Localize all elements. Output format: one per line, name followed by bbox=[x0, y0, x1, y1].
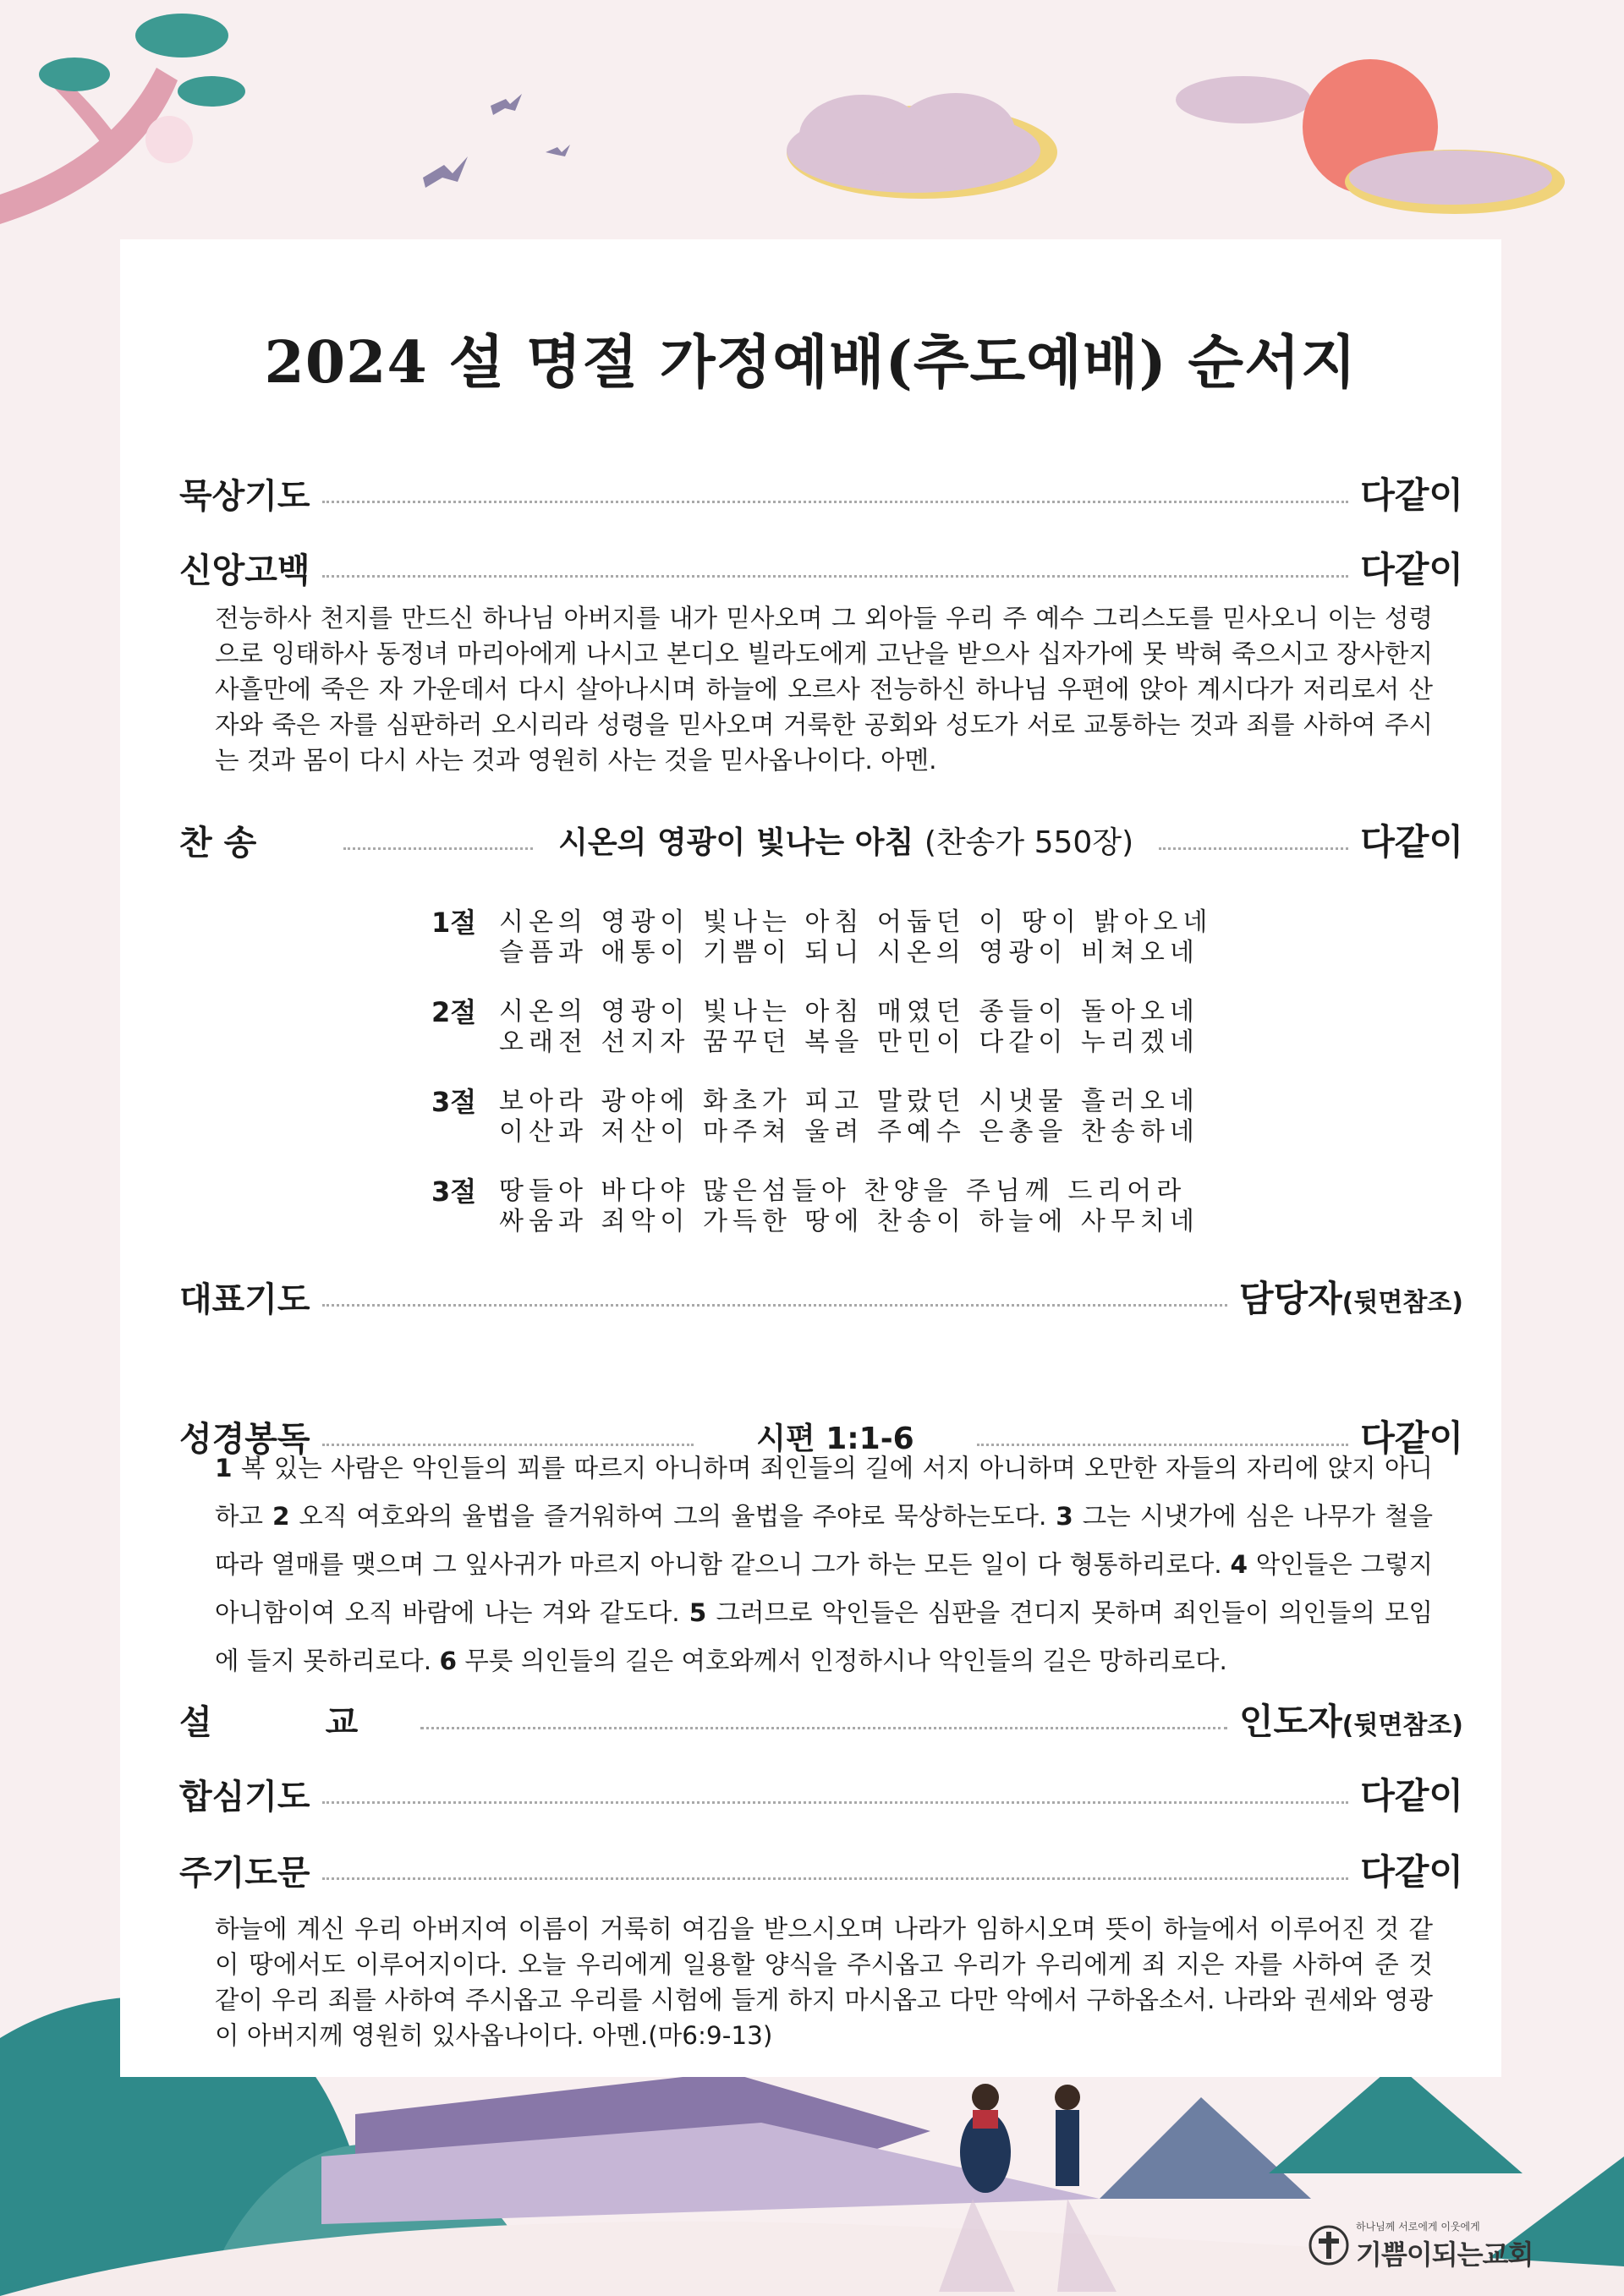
prayer-leader-note: (뒷면참조) bbox=[1341, 1288, 1463, 1318]
dotted-leader bbox=[322, 1877, 1349, 1880]
verse-line: 시온의 영광이 빛나는 아침 매였던 종들이 돌아오네 bbox=[499, 997, 1199, 1027]
lords-prayer-label: 주기도문 bbox=[179, 1853, 310, 1893]
row-lords-prayer bbox=[179, 1844, 1463, 1895]
hymn-verses bbox=[431, 907, 1277, 1266]
cloud-illustration bbox=[787, 76, 1311, 199]
top-decoration bbox=[0, 0, 1624, 254]
row-creed bbox=[179, 542, 1463, 593]
row-hymn bbox=[179, 814, 1463, 865]
creed-leader: 다같이 bbox=[1360, 549, 1463, 590]
row-meditation bbox=[179, 468, 1463, 518]
dotted-leader bbox=[322, 501, 1349, 503]
hymn-leader: 다같이 bbox=[1360, 821, 1464, 863]
hymn-label: 찬 송 bbox=[179, 823, 257, 863]
verse-line: 오래전 선지자 꿈꾸던 복을 만민이 다같이 누리겠네 bbox=[499, 1027, 1199, 1057]
hymn-number: (찬송가 550장) bbox=[924, 825, 1134, 860]
scripture-verse-number: 6 bbox=[439, 1647, 458, 1675]
prayer-leader-name: 담당자 bbox=[1238, 1278, 1342, 1319]
meditation-label: 묵상기도 bbox=[179, 476, 310, 516]
verse-line: 슬픔과 애통이 기쁨이 되니 시온의 영광이 비쳐오네 bbox=[499, 938, 1199, 967]
scripture-verse-number: 1 bbox=[215, 1454, 233, 1482]
verse-line: 보아라 광야에 화초가 피고 말랐던 시냇물 흘러오네 bbox=[499, 1087, 1199, 1116]
verse-number: 3절 bbox=[431, 1086, 477, 1118]
scripture-verse: 복 있는 사람은 악인들의 꾀를 따르지 아니하며 죄인들의 길에 서지 아니하며 오만한 자들의 자리에 앉지 아니하고 bbox=[215, 1454, 1433, 1531]
scripture-verse-number: 3 bbox=[1056, 1502, 1073, 1531]
sermon-label: 설 교 bbox=[179, 1702, 409, 1742]
dotted-leader bbox=[420, 1727, 1227, 1729]
meditation-leader: 다같이 bbox=[1360, 474, 1463, 516]
order-of-service-card bbox=[120, 239, 1501, 2077]
row-sermon bbox=[179, 1694, 1463, 1745]
verse-number: 3절 bbox=[431, 1175, 477, 1208]
creed-label: 신앙고백 bbox=[179, 551, 310, 590]
reading-label: 성경봉독 bbox=[179, 1419, 310, 1459]
row-prayer bbox=[179, 1271, 1463, 1322]
hymn-verse bbox=[431, 997, 1277, 1058]
unison-prayer-leader: 다같이 bbox=[1360, 1775, 1463, 1817]
logo-tagline: 하나님께 서로에게 이웃에게 bbox=[1356, 2220, 1480, 2233]
scripture-verse: 무릇 의인들의 길은 여호와께서 인정하시나 악인들의 길은 망하리로다. bbox=[457, 1647, 1227, 1675]
pine-tree-illustration bbox=[0, 14, 245, 224]
dotted-leader bbox=[322, 575, 1349, 578]
reading-passage: 시편 1:1-6 bbox=[756, 1421, 914, 1456]
scripture-verse: 악인들은 그렇지 아니함이여 오직 바람에 나는 겨와 같도다. bbox=[215, 1550, 1433, 1627]
verse-line: 시온의 영광이 빛나는 아침 어둡던 이 땅이 밝아오네 bbox=[499, 907, 1213, 937]
row-unison-prayer bbox=[179, 1768, 1463, 1819]
church-logo bbox=[1307, 2216, 1594, 2275]
dotted-leader bbox=[1159, 847, 1348, 850]
verse-line: 땅들아 바다야 많은섬들아 찬양을 주님께 드리어라 bbox=[499, 1176, 1187, 1206]
hymn-name: 시온의 영광이 빛나는 아침 bbox=[558, 825, 914, 860]
scripture-verse-number: 2 bbox=[272, 1502, 290, 1531]
prayer-leader bbox=[1239, 1271, 1463, 1322]
sermon-leader bbox=[1239, 1694, 1463, 1745]
scripture-verse-number: 5 bbox=[689, 1598, 707, 1627]
scripture-verse: 그러므로 악인들은 심판을 견디지 못하며 죄인들이 의인들의 모임에 들지 못하리로다. bbox=[215, 1598, 1433, 1675]
lords-prayer-text: 하늘에 계신 우리 아버지여 이름이 거룩히 여김을 받으시오며 나라가 임하시오며 뜻이 하늘에서 이루어진 것 같이 땅에서도 이루어지이다. 오늘 우리에게 일용할 양식을 주시옵고 우리가 우리에게 죄 지은 자를 사하여 준 것 같이 우리 죄를 사하여 주시옵고 우리를 시험에 들게 하지 마시옵고 다만 악에서 구하옵소서. 나라와 권세와 영광이 아버지께 영원히 있사옵나이다. 아멘.(마6:9-13) bbox=[215, 1915, 1433, 2050]
verse-line: 싸움과 죄악이 가득한 땅에 찬송이 하늘에 사무치네 bbox=[499, 1207, 1199, 1236]
sermon-leader-name: 인도자 bbox=[1238, 1701, 1342, 1742]
church-cross-icon bbox=[1307, 2223, 1351, 2267]
dotted-leader bbox=[322, 1801, 1349, 1804]
verse-line: 이산과 저산이 마주쳐 울려 주예수 은총을 찬송하네 bbox=[499, 1117, 1199, 1147]
page-title: 2024 설 명절 가정예배(추도예배) 순서지 bbox=[264, 329, 1358, 397]
scripture-verse: 그는 시냇가에 심은 나무가 철을 따라 열매를 맺으며 그 잎사귀가 마르지 아니함 같으니 그가 하는 모든 일이 다 형통하리로다. bbox=[215, 1502, 1433, 1579]
sermon-leader-note: (뒷면참조) bbox=[1341, 1711, 1463, 1740]
reading-leader: 다같이 bbox=[1360, 1417, 1464, 1459]
prayer-label: 대표기도 bbox=[179, 1280, 310, 1319]
verse-number: 2절 bbox=[431, 996, 477, 1028]
hymn-verse bbox=[431, 907, 1277, 968]
scripture-text bbox=[215, 1444, 1433, 1685]
sun-illustration bbox=[1303, 59, 1565, 214]
verse-number: 1절 bbox=[431, 907, 477, 939]
hymn-verse bbox=[431, 1087, 1277, 1148]
scripture-verse-number: 4 bbox=[1230, 1550, 1248, 1579]
logo-name: 기쁨이되는교회 bbox=[1356, 2238, 1533, 2271]
hymn-verse bbox=[431, 1176, 1277, 1237]
lords-prayer-leader: 다같이 bbox=[1360, 1851, 1463, 1893]
dotted-leader bbox=[322, 1304, 1227, 1307]
unison-prayer-label: 합심기도 bbox=[179, 1777, 310, 1817]
birds-illustration bbox=[423, 94, 570, 188]
hymn-title bbox=[545, 819, 1147, 862]
creed-text: 전능하사 천지를 만드신 하나님 아버지를 내가 믿사오며 그 외아들 우리 주 예수 그리스도를 믿사오니 이는 성령으로 잉태하사 동정녀 마리아에게 나시고 본디오 빌라도에게 고난을 받으사 십자가에 못 박혀 죽으시고 장사한지 사흘만에 죽은 자 가운데서 다시 살아나시며 하늘에 오르사 전능하신 하나님 우편에 앉아 계시다가 저리로서 산자와 죽은 자를 심판하러 오시리라 성령을 믿사오며 거룩한 공회와 성도가 서로 교통하는 것과 죄를 사하여 주시는 것과 몸이 다시 사는 것과 영원히 사는 것을 믿사옵나이다. 아멘. bbox=[215, 604, 1433, 775]
dotted-leader bbox=[343, 847, 533, 850]
scripture-verse: 오직 여호와의 율법을 즐거워하여 그의 율법을 주야로 묵상하는도다. bbox=[289, 1502, 1056, 1531]
